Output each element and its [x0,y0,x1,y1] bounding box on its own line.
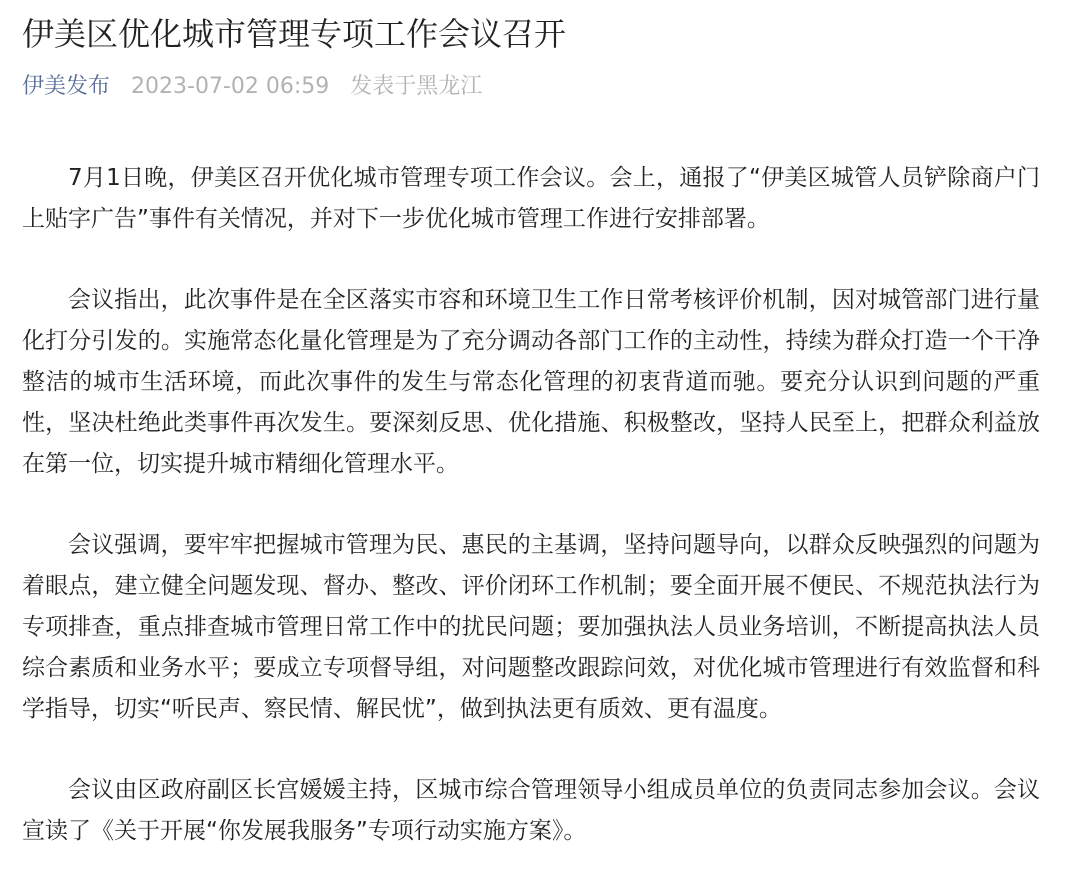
paragraph-1: 7月1日晚，伊美区召开优化城市管理专项工作会议。会上，通报了“伊美区城管人员铲除商户门上贴字广告”事件有关情况，并对下一步优化城市管理工作进行安排部署。 [22,165,1040,232]
publish-time: 2023-07-02 06:59 [131,74,330,99]
article-body [22,158,1040,852]
source-account-link[interactable]: 伊美发布 [22,74,111,99]
publish-location: 发表于黑龙江 [350,74,483,99]
article-title: 伊美区优化城市管理专项工作会议召开 [22,15,567,53]
paragraph-3: 会议强调，要牢牢把握城市管理为民、惠民的主基调，坚持问题导向，以群众反映强烈的问题为着眼点，建立健全问题发现、督办、整改、评价闭环工作机制；要全面开展不便民、不规范执法行为专项排查，重点排查城市管理日常工作中的扰民问题；要加强执法人员业务培训，不断提高执法人员综合素质和业务水平；要成立专项督导组，对问题整改跟踪问效，对优化城市管理进行有效监督和科学指导，切实“听民声、察民情、解民忧”，做到执法更有质效、更有温度。 [22,532,1040,722]
paragraph-2: 会议指出，此次事件是在全区落实市容和环境卫生工作日常考核评价机制，因对城管部门进行量化打分引发的。实施常态化量化管理是为了充分调动各部门工作的主动性，持续为群众打造一个干净整洁的城市生活环境，而此次事件的发生与常态化管理的初衷背道而驰。要充分认识到问题的严重性，坚决杜绝此类事件再次发生。要深刻反思、优化措施、积极整改，坚持人民至上，把群众利益放在第一位，切实提升城市精细化管理水平。 [22,287,1040,477]
article-page [22,0,1040,892]
article-meta [22,71,1040,103]
paragraph-4: 会议由区政府副区长宫媛媛主持，区城市综合管理领导小组成员单位的负责同志参加会议。会议宣读了《关于开展“你发展我服务”专项行动实施方案》。 [22,777,1040,844]
